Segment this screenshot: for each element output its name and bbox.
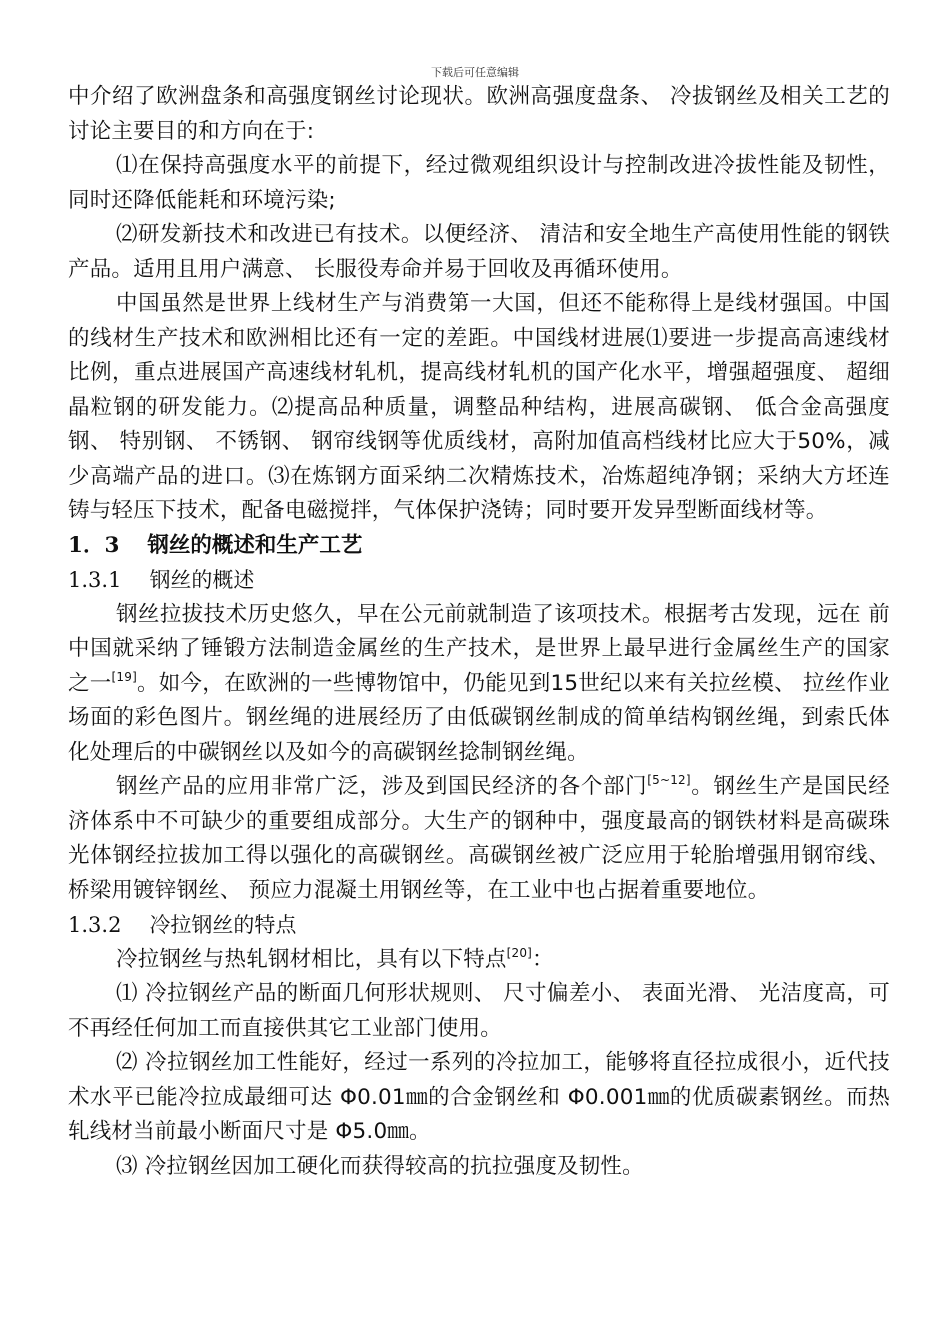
paragraph-item-1: ⑴在保持高强度水平的前提下，经过微观组织设计与控制改进冷拔性能及韧性，同时还降低能耗和环境污染; bbox=[68, 153, 890, 213]
paragraph-intro: 中介绍了欧洲盘条和高强度钢丝讨论现状。欧洲高强度盘条、 冷拔钢丝及相关工艺的讨论主要目的和方向在于: bbox=[68, 84, 890, 144]
text-run: 钢丝产品的应用非常广泛，涉及到国民经济的各个部门 bbox=[116, 774, 648, 799]
subsection-number: 1.3.1 bbox=[68, 568, 122, 592]
paragraph-feature-1: ⑴ 冷拉钢丝产品的断面几何形状规则、 尺寸偏差小、 表面光滑、 光洁度高，可不再经任何加工而直接供其它工业部门使用。 bbox=[68, 981, 890, 1041]
document-body bbox=[68, 80, 890, 1184]
citation: [19] bbox=[111, 669, 137, 684]
text-run: ： bbox=[532, 946, 554, 972]
paragraph-china-wire: 中国虽然是世界上线材生产与消费第一大国，但还不能称得上是线材强国。中国的线材生产技术和欧洲相比还有一定的差距。中国线材进展⑴要进一步提高高速线材比例，重点进展国产高速线材轧机，提高线材轧机的国产化水平，增强超强度、 超细晶粒钢的研发能力。⑵提高品种质量，调整品种结构，进展高碳钢、 低合金高强度钢、 特别钢、 不锈钢、 钢帘线钢等优质线材，高附加值高档线材比应大于50%，减少高端产品的进口。⑶在炼钢方面采纳二次精炼技术，冶炼超纯净钢；采纳大方坯连铸与轻压下技术，配备电磁搅拌，气体保护浇铸；同时要开发异型断面线材等。 bbox=[68, 291, 890, 523]
page-header-note: 下载后可任意编辑 bbox=[431, 66, 519, 79]
paragraph-wire-application bbox=[68, 770, 890, 908]
subsection-number: 1.3.2 bbox=[68, 913, 122, 937]
citation: [5~12] bbox=[647, 773, 691, 787]
subsection-heading-1-3-2 bbox=[68, 908, 890, 943]
text-run: 钢丝拉拔技术历史悠久，早在公元前就制造了该项技术。根据考古发现，远在 前中国就采纳了锤锻方法制造金属丝的生产技术，是世界上最早进行金属丝生产的国家之一 bbox=[68, 601, 890, 696]
paragraph-feature-2: ⑵ 冷拉钢丝加工性能好，经过一系列的冷拉加工，能够将直径拉成很小，近代技术水平已能冷拉成最细可达 Φ0.01㎜的合金钢丝和 Φ0.001㎜的优质碳素钢丝。而热轧线材当前最小断面尺寸是 Φ5.0㎜。 bbox=[68, 1050, 890, 1144]
subsection-heading-1-3-1 bbox=[68, 563, 890, 598]
section-heading-1-3 bbox=[68, 529, 890, 564]
paragraph-cold-drawn-intro bbox=[68, 943, 890, 978]
section-number: 1．3 bbox=[68, 532, 120, 558]
paragraph-item-2: ⑵研发新技术和改进已有技术。以便经济、 清洁和安全地生产高使用性能的钢铁产品。适用且用户满意、 长服役寿命并易于回收及再循环使用。 bbox=[68, 222, 890, 282]
section-title: 钢丝的概述和生产工艺 bbox=[147, 532, 363, 558]
subsection-title: 冷拉钢丝的特点 bbox=[149, 913, 297, 937]
paragraph-feature-3: ⑶ 冷拉钢丝因加工硬化而获得较高的抗拉强度及韧性。 bbox=[116, 1153, 644, 1179]
text-run: 冷拉钢丝与热轧钢材相比，具有以下特点 bbox=[116, 946, 507, 972]
paragraph-wire-history bbox=[68, 598, 890, 771]
citation: [20] bbox=[506, 945, 533, 960]
subsection-title: 钢丝的概述 bbox=[149, 568, 255, 592]
text-run: 。钢丝生产是国民经济体系中不可缺少的重要组成部分。大生产的钢种中，强度最高的钢铁材料是高碳珠光体钢经拉拔加工得以强化的高碳钢丝。高碳钢丝被广泛应用于轮胎增强用钢帘线、 桥梁用镀锌钢丝、 预应力混凝土用钢丝等，在工业中也占据着重要地位。 bbox=[68, 774, 890, 903]
text-run: 。如今，在欧洲的一些博物馆中，仍能见到15世纪以来有关拉丝模、 拉丝作业场面的彩色图片。钢丝绳的进展经历了由低碳钢丝制成的简单结构钢丝绳，到索氏体化处理后的中碳钢丝以及如今的高碳钢丝捻制钢丝绳。 bbox=[68, 670, 890, 765]
